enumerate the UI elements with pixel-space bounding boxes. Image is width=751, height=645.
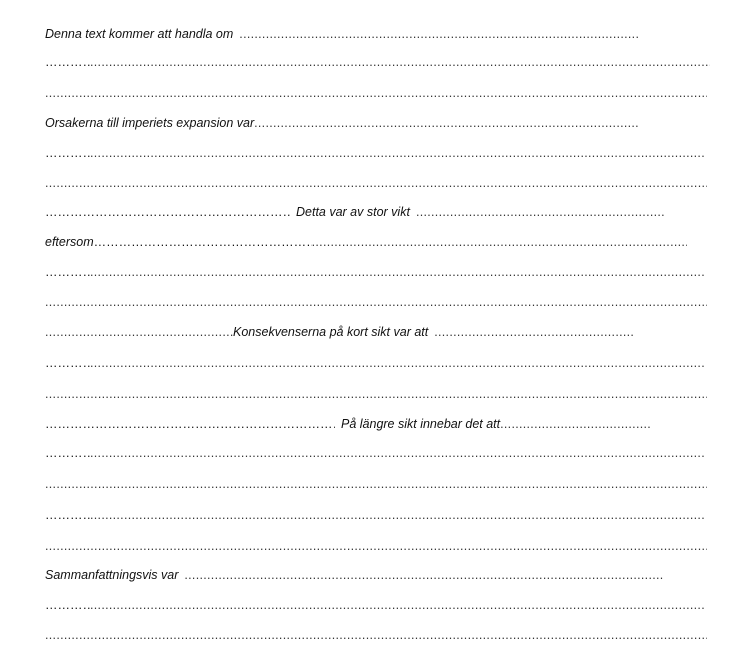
worksheet-line[interactable] (45, 52, 713, 72)
worksheet-line[interactable] (45, 262, 713, 282)
prompt-short-term: Konsekvenserna på kort sikt var att (233, 325, 429, 339)
worksheet-line[interactable] (45, 443, 713, 463)
prompt-summary: Sammanfattningsvis var (45, 568, 179, 582)
fill-in-blank[interactable] (45, 353, 90, 373)
worksheet-line[interactable] (45, 202, 713, 222)
worksheet-line[interactable] (45, 173, 713, 193)
fill-in-blank[interactable] (45, 83, 707, 103)
worksheet-line[interactable] (45, 414, 713, 434)
worksheet-line[interactable] (45, 505, 713, 525)
fill-in-blank[interactable] (45, 262, 90, 282)
worksheet-line[interactable] (45, 384, 713, 404)
fill-in-blank[interactable] (90, 595, 705, 615)
fill-in-blank[interactable] (45, 505, 90, 525)
fill-in-blank[interactable] (45, 52, 90, 72)
worksheet-line[interactable] (45, 143, 713, 163)
fill-in-blank[interactable] (45, 474, 707, 494)
worksheet-line[interactable] (45, 595, 713, 615)
fill-in-blank[interactable] (45, 143, 90, 163)
prompt-intro: Denna text kommer att handla om (45, 27, 234, 41)
fill-in-blank[interactable] (45, 322, 233, 342)
worksheet-line[interactable] (45, 83, 713, 103)
prompt-importance: Detta var av stor vikt (296, 205, 410, 219)
fill-in-blank[interactable] (239, 24, 639, 44)
fill-in-blank[interactable] (90, 52, 710, 72)
worksheet-line[interactable] (45, 113, 713, 133)
worksheet-line[interactable] (45, 24, 713, 44)
fill-in-blank[interactable] (90, 505, 705, 525)
worksheet-line[interactable] (45, 565, 713, 585)
fill-in-blank[interactable] (45, 384, 707, 404)
fill-in-blank[interactable] (45, 173, 707, 193)
fill-in-blank[interactable] (184, 565, 664, 585)
prompt-because: eftersom (45, 235, 94, 249)
worksheet-line[interactable] (45, 474, 713, 494)
fill-in-blank[interactable] (434, 322, 634, 342)
fill-in-blank[interactable] (254, 113, 639, 133)
fill-in-blank[interactable] (45, 625, 707, 645)
fill-in-blank[interactable] (45, 595, 90, 615)
fill-in-blank[interactable] (90, 143, 705, 163)
fill-in-blank[interactable] (90, 353, 705, 373)
fill-in-blank[interactable] (45, 443, 90, 463)
worksheet-line[interactable] (45, 353, 713, 373)
fill-in-blank[interactable] (45, 292, 707, 312)
fill-in-blank[interactable] (94, 232, 312, 252)
prompt-causes: Orsakerna till imperiets expansion var (45, 116, 255, 130)
worksheet-line[interactable] (45, 536, 713, 556)
worksheet-line[interactable] (45, 322, 713, 342)
fill-in-blank[interactable] (45, 536, 707, 556)
fill-in-blank[interactable] (45, 414, 335, 434)
worksheet-line[interactable] (45, 292, 713, 312)
fill-in-blank[interactable] (416, 202, 666, 222)
fill-in-blank[interactable] (500, 414, 650, 434)
fill-in-blank[interactable] (90, 262, 705, 282)
fill-in-blank[interactable] (90, 443, 705, 463)
prompt-long-term: På längre sikt innebar det att (341, 417, 501, 431)
worksheet-line[interactable] (45, 232, 713, 252)
worksheet-line[interactable] (45, 625, 713, 645)
fill-in-blank[interactable] (312, 232, 687, 252)
fill-in-blank[interactable] (45, 202, 290, 222)
